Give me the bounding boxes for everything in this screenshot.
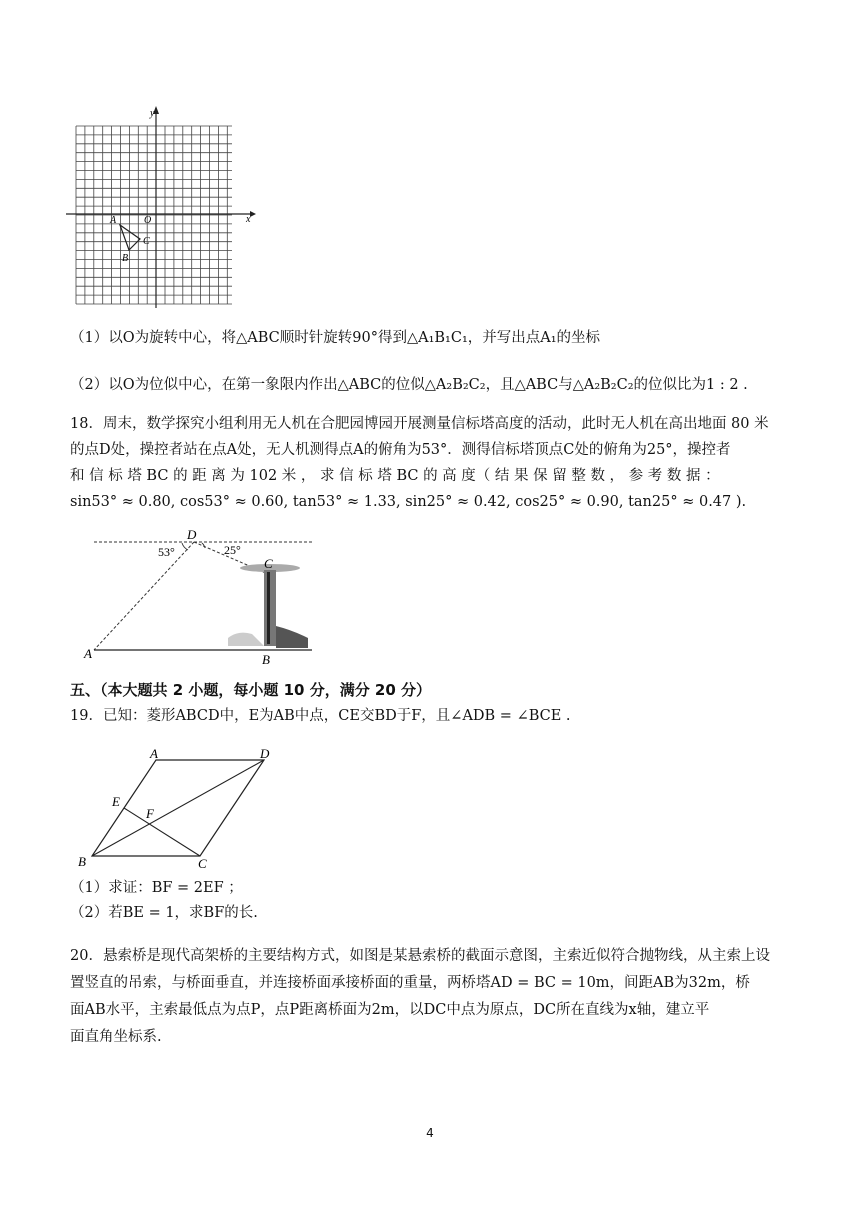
q18-line2: 的点D处，操控者站在点A处，无人机测得点A的俯角为53°．测得信标塔顶点C处的俯角为25°，操控者 — [70, 442, 731, 458]
q19-part2: （2）若BE = 1，求BF的长. — [70, 905, 258, 921]
q20-line2: 置竖直的吊索，与桥面垂直，并连接桥面承接桥面的重量，两桥塔AD = BC = 10m，间距AB为32m，桥 — [70, 975, 750, 991]
tower-figure — [82, 526, 322, 670]
label-c: C — [198, 856, 207, 871]
coordinate-grid-figure — [66, 102, 262, 308]
q20-line4: 面直角坐标系. — [70, 1029, 162, 1045]
angle-53: 53° — [158, 545, 175, 559]
q17-part2: （2）以O为位似中心，在第一象限内作出△ABC的位似△A₂B₂C₂，且△ABC与△A₂B₂C₂的位似比为1 : 2 . — [70, 377, 748, 393]
sight-line-da — [94, 542, 194, 650]
angle-25: 25° — [224, 543, 241, 557]
q19-stem: 19．已知：菱形ABCD中，E为AB中点，CE交BD于F，且∠ADB = ∠BCE . — [70, 708, 571, 724]
q17-part1: （1）以O为旋转中心，将△ABC顺时针旋转90°得到△A₁B₁C₁，并写出点A₁的坐标 — [70, 330, 601, 346]
q18-line1: 18．周末，数学探究小组利用无人机在合肥园博园开展测量信标塔高度的活动，此时无人机在高出地面 80 米 — [70, 416, 769, 432]
triangle-abc — [120, 225, 140, 250]
label-a: A — [150, 748, 158, 761]
q18-line3: 和 信 标 塔 BC 的 距 离 为 102 米 ， 求 信 标 塔 BC 的 高 度（ 结 果 保 留 整 数 ， 参 考 数 据 ： — [70, 468, 720, 484]
label-f: F — [146, 806, 154, 821]
q20-line1: 20．悬索桥是现代高架桥的主要结构方式，如图是某悬索桥的截面示意图，主索近似符合抛物线，从主索上设 — [70, 948, 770, 964]
label-e: E — [112, 794, 120, 809]
label-c: C — [264, 556, 273, 571]
label-b: B — [122, 253, 129, 264]
label-b: B — [262, 652, 270, 667]
rhombus-figure — [74, 748, 284, 874]
page-number: 4 — [426, 1126, 434, 1140]
label-d: D — [187, 527, 197, 542]
label-a: A — [110, 215, 117, 226]
label-d: D — [260, 748, 270, 761]
label-b: B — [78, 854, 86, 869]
q20-line3: 面AB水平，主索最低点为点P，点P距离桥面为2m，以DC中点为原点，DC所在直线为x轴，建立平 — [70, 1002, 710, 1018]
q18-line4: sin53° ≈ 0.80, cos53° ≈ 0.60, tan53° ≈ 1.33, sin25° ≈ 0.42, cos25° ≈ 0.90, tan25° ≈ 0.47 ). — [70, 494, 747, 510]
label-a: A — [84, 646, 92, 661]
label-c: C — [143, 236, 150, 247]
x-axis-label: x — [246, 214, 251, 225]
y-axis-label: y — [150, 108, 155, 119]
q19-part1: （1）求证：BF = 2EF ； — [70, 880, 243, 896]
section-heading: 五、（本大题共 2 小题，每小题 10 分，满分 20 分） — [70, 681, 432, 699]
tower-icon — [228, 564, 308, 648]
label-o: O — [144, 215, 152, 226]
